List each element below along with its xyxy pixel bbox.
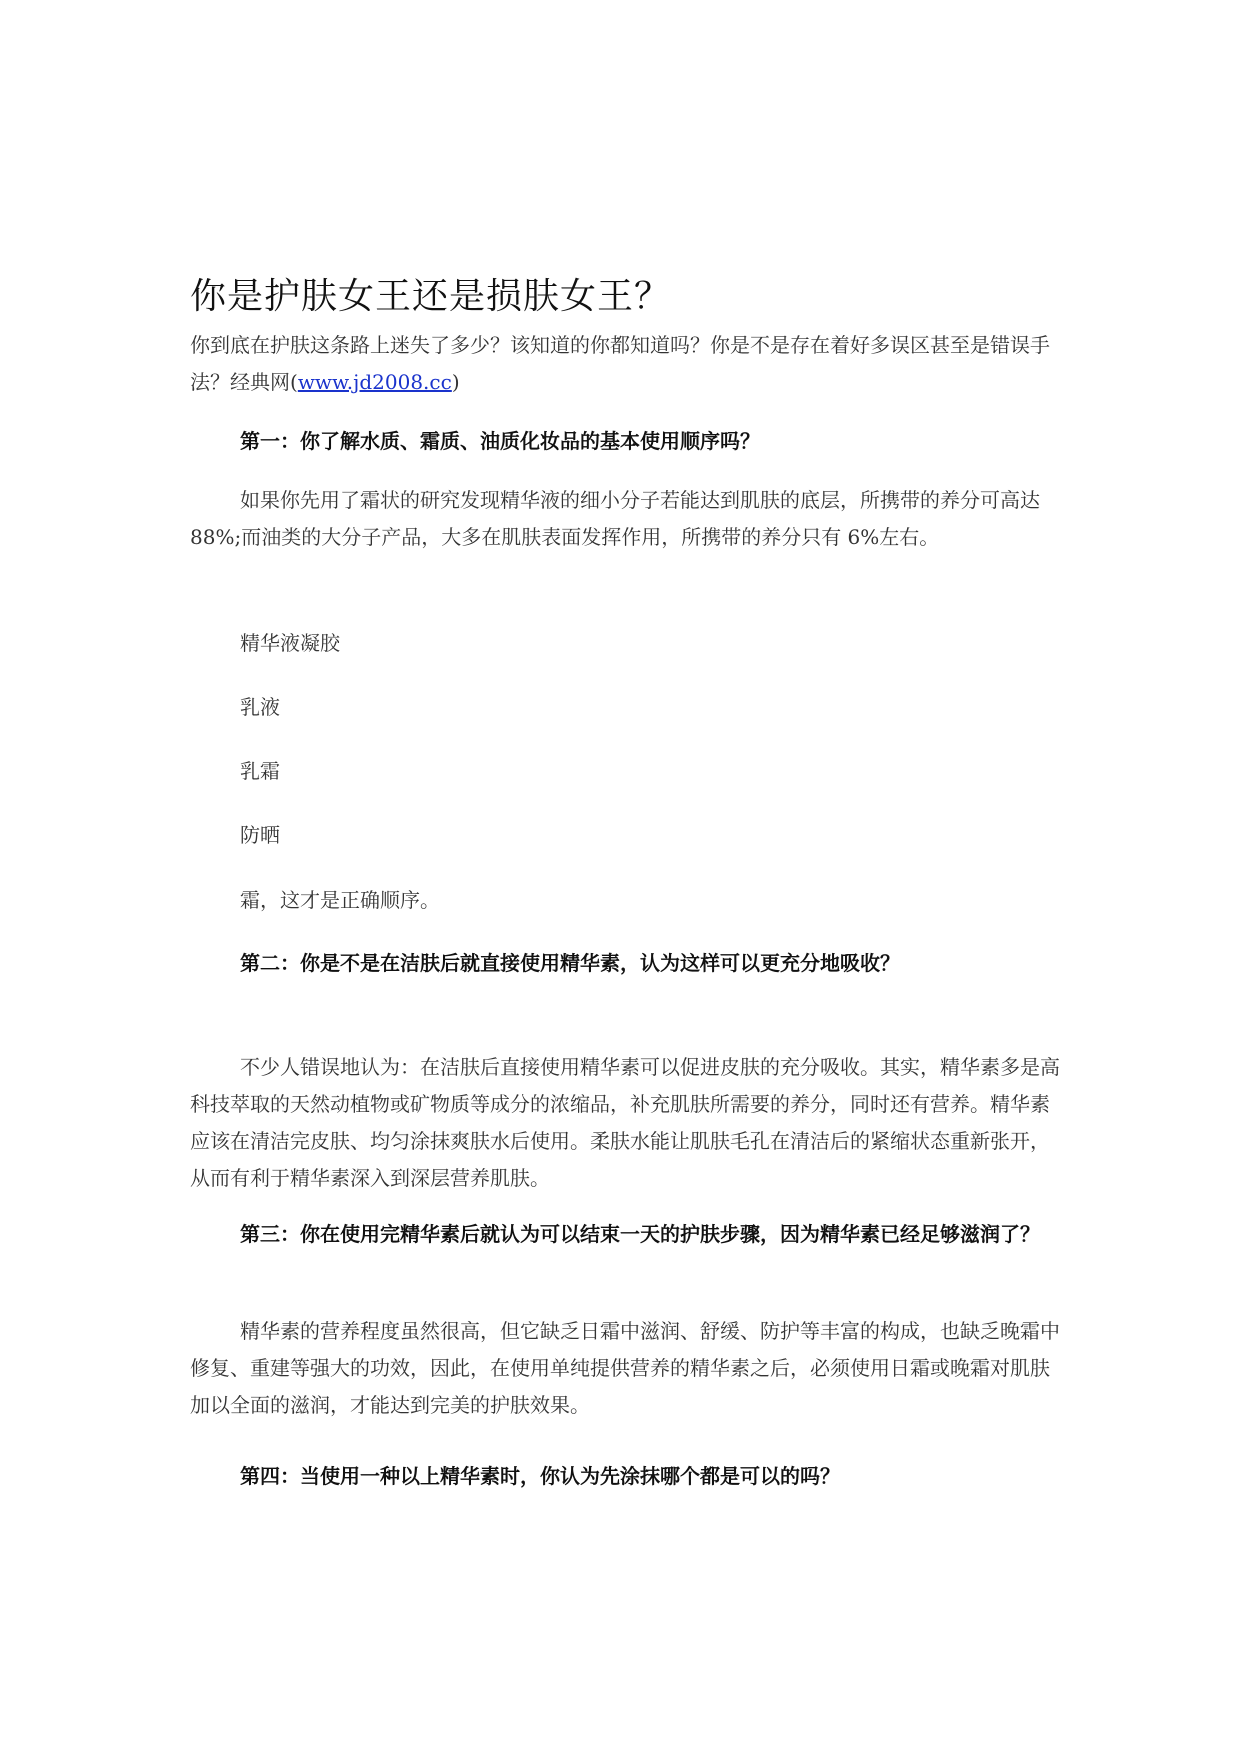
intro-text: 你到底在护肤这条路上迷失了多少？该知道的你都知道吗？你是不是存在着好多误区甚至是错误手法？经典网( [190, 333, 1050, 394]
intro-closing: ) [451, 370, 460, 394]
section3-heading: 第三：你在使用完精华素后就认为可以结束一天的护肤步骤，因为精华素已经足够滋润了？ [240, 1222, 1040, 1246]
order-item-1: 精华液凝胶 [240, 631, 340, 655]
site-link[interactable]: www.jd2008.cc [297, 370, 452, 394]
order-conclusion: 霜，这才是正确顺序。 [240, 888, 440, 912]
document-page [190, 0, 1060, 1754]
order-item-4: 防晒 [240, 823, 280, 847]
order-item-3: 乳霜 [240, 759, 280, 783]
section2-heading: 第二：你是不是在洁肤后就直接使用精华素，认为这样可以更充分地吸收？ [240, 951, 900, 975]
intro-paragraph [190, 327, 1060, 401]
section3-body: 精华素的营养程度虽然很高，但它缺乏日霜中滋润、舒缓、防护等丰富的构成，也缺乏晚霜中修复、重建等强大的功效，因此，在使用单纯提供营养的精华素之后，必须使用日霜或晚霜对肌肤加以全面的滋润，才能达到完美的护肤效果。 [190, 1319, 1060, 1417]
page-title: 你是护肤女王还是损肤女王？ [190, 276, 672, 317]
order-item-2: 乳液 [240, 695, 280, 719]
section2-body: 不少人错误地认为：在洁肤后直接使用精华素可以促进皮肤的充分吸收。其实，精华素多是高科技萃取的天然动植物或矿物质等成分的浓缩品，补充肌肤所需要的养分，同时还有营养。精华素应该在清洁完皮肤、均匀涂抹爽肤水后使用。柔肤水能让肌肤毛孔在清洁后的紧缩状态重新张开，从而有利于精华素深入到深层营养肌肤。 [190, 1055, 1060, 1190]
section4-heading: 第四：当使用一种以上精华素时，你认为先涂抹哪个都是可以的吗？ [240, 1464, 840, 1488]
section1-body: 如果你先用了霜状的研究发现精华液的细小分子若能达到肌肤的底层，所携带的养分可高达 88%;而油类的大分子产品，大多在肌肤表面发挥作用，所携带的养分只有 6%左右。 [190, 488, 1040, 549]
section1-heading: 第一：你了解水质、霜质、油质化妆品的基本使用顺序吗？ [240, 429, 760, 453]
